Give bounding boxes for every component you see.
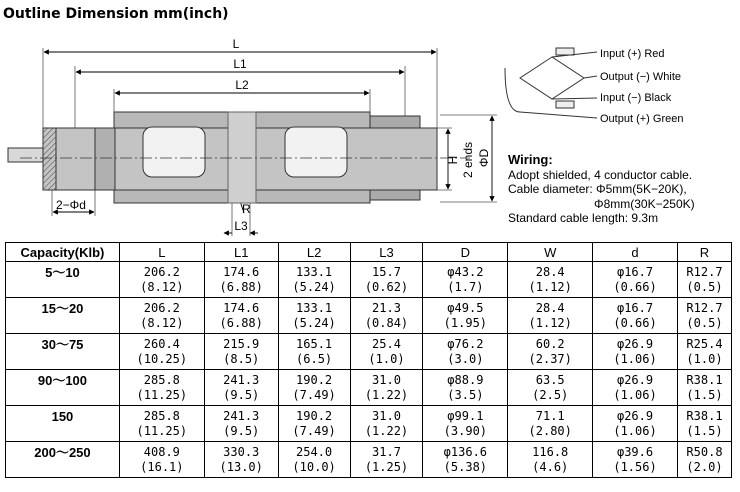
capacity-cell: 5～10 [6, 262, 120, 298]
value-cell [593, 298, 678, 334]
value-cell [119, 406, 204, 442]
header-L: L [119, 243, 204, 262]
capacity-cell: 90～100 [6, 370, 120, 406]
value-cell [593, 334, 678, 370]
inch-value: (5.24) [292, 279, 336, 294]
table-header-row [6, 243, 732, 262]
inch-value: (1.0) [368, 351, 405, 366]
inch-value: (13.0) [219, 459, 263, 474]
metric-value: φ16.7 [616, 264, 654, 279]
inch-value: (16.1) [140, 459, 184, 474]
wiring-line: Φ8mm(30K−250K) [594, 196, 695, 211]
metric-value: 241.3 [223, 408, 260, 423]
inch-value: (5.24) [292, 315, 336, 330]
value-cell [204, 406, 278, 442]
header-L2: L2 [278, 243, 350, 262]
metric-value: 260.4 [143, 336, 180, 351]
inch-value: (1.12) [528, 279, 572, 294]
inch-value: (8.12) [140, 315, 184, 330]
value-cell [423, 298, 508, 334]
header-capacity: Capacity(Klb) [6, 243, 120, 262]
table-row [6, 370, 732, 406]
label-R: R [242, 202, 251, 216]
capacity-cell: 150 [6, 406, 120, 442]
metric-value: 190.2 [296, 372, 333, 387]
wiring-schematic [505, 48, 597, 118]
metric-value: φ76.2 [447, 336, 484, 351]
wiring-line: Cable diameter: Φ5mm(5K−20K), [508, 182, 687, 196]
value-cell [423, 442, 508, 478]
value-cell [508, 406, 593, 442]
value-cell [423, 406, 508, 442]
metric-value: 15.7 [372, 264, 401, 279]
metric-value: φ99.1 [447, 408, 484, 423]
header-L3: L3 [350, 243, 423, 262]
inch-value: (1.22) [364, 387, 409, 402]
metric-value: 31.0 [372, 408, 401, 423]
label-L3: L3 [234, 219, 248, 233]
inch-value: (2.5) [532, 387, 569, 402]
metric-value: 285.8 [143, 408, 180, 423]
metric-value: 31.0 [372, 372, 401, 387]
header-L1: L1 [204, 243, 278, 262]
value-cell [593, 442, 678, 478]
metric-value: 63.5 [535, 372, 565, 387]
load-cell-body [43, 112, 437, 203]
metric-value: φ43.2 [447, 264, 484, 279]
wire-label: Input (−) Black [600, 92, 672, 104]
value-cell [677, 370, 731, 406]
metric-value: 285.8 [143, 372, 180, 387]
metric-value: 241.3 [223, 372, 260, 387]
wiring-notes [508, 153, 736, 226]
wire-label: Output (−) White [600, 71, 682, 83]
inch-value: (1.95) [443, 315, 488, 330]
value-cell [278, 370, 350, 406]
value-cell [508, 334, 593, 370]
inch-value: (0.5) [686, 279, 723, 294]
value-cell [350, 442, 423, 478]
inch-value: (11.25) [136, 387, 188, 402]
metric-value: 28.4 [535, 300, 565, 315]
inch-value: (1.0) [686, 351, 723, 366]
value-cell [204, 442, 278, 478]
value-cell [423, 370, 508, 406]
label-L: L [232, 37, 240, 51]
inch-value: (1.7) [447, 279, 484, 294]
inch-value: (4.6) [532, 459, 569, 474]
metric-value: R12.7 [686, 264, 723, 279]
inch-value: (1.06) [613, 351, 657, 366]
spec-table [5, 242, 732, 478]
inch-value: (0.66) [613, 279, 657, 294]
value-cell [204, 262, 278, 298]
metric-value: 31.7 [372, 444, 401, 459]
value-cell [119, 442, 204, 478]
value-cell [677, 406, 731, 442]
metric-value: φ26.9 [616, 372, 654, 387]
inch-value: (6.5) [296, 351, 333, 366]
inch-value: (2.37) [528, 351, 572, 366]
inch-value: (3.0) [447, 351, 484, 366]
inch-value: (9.5) [223, 423, 260, 438]
inch-value: (10.0) [292, 459, 336, 474]
value-cell [593, 370, 678, 406]
label-H: H [446, 155, 460, 165]
value-cell [350, 262, 423, 298]
metric-value: 408.9 [143, 444, 180, 459]
inch-value: (7.49) [292, 423, 336, 438]
metric-value: φ26.9 [616, 336, 654, 351]
inch-value: (8.5) [223, 351, 260, 366]
inch-value: (0.62) [364, 279, 409, 294]
inch-value: (3.90) [443, 423, 488, 438]
value-cell [677, 442, 731, 478]
header-W: W [508, 243, 593, 262]
header-R: R [677, 243, 731, 262]
cable [8, 148, 44, 162]
table-row [6, 334, 732, 370]
metric-value: φ39.6 [616, 444, 654, 459]
metric-value: 60.2 [535, 336, 565, 351]
value-cell [350, 370, 423, 406]
value-cell [508, 262, 593, 298]
wiring-line: Adopt shielded, 4 conductor cable. [508, 167, 693, 182]
value-cell [119, 334, 204, 370]
metric-value: 71.1 [535, 408, 565, 423]
inch-value: (7.49) [292, 387, 336, 402]
header-d: d [593, 243, 678, 262]
value-cell [350, 298, 423, 334]
value-cell [677, 334, 731, 370]
inch-value: (1.22) [364, 423, 409, 438]
inch-value: (9.5) [223, 387, 260, 402]
metric-value: 133.1 [296, 264, 333, 279]
value-cell [508, 298, 593, 334]
metric-value: R38.1 [686, 372, 723, 387]
metric-value: 206.2 [143, 300, 180, 315]
inch-value: (0.66) [613, 315, 657, 330]
metric-value: 174.6 [223, 300, 260, 315]
value-cell [278, 262, 350, 298]
metric-value: 206.2 [143, 264, 180, 279]
value-cell [278, 406, 350, 442]
metric-value: 165.1 [296, 336, 333, 351]
inch-value: (1.56) [613, 459, 657, 474]
inch-value: (6.88) [219, 279, 263, 294]
table-row [6, 298, 732, 334]
wire-label: Output (+) Green [600, 113, 684, 125]
metric-value: φ136.6 [443, 444, 488, 459]
inch-value: (1.25) [364, 459, 409, 474]
value-cell [119, 298, 204, 334]
value-cell [508, 442, 593, 478]
metric-value: φ49.5 [447, 300, 484, 315]
capacity-cell: 200～250 [6, 442, 120, 478]
inch-value: (1.5) [686, 387, 723, 402]
capacity-cell: 15～20 [6, 298, 120, 334]
metric-value: R50.8 [686, 444, 723, 459]
capacity-cell: 30～75 [6, 334, 120, 370]
value-cell [593, 406, 678, 442]
value-cell [593, 262, 678, 298]
value-cell [350, 406, 423, 442]
inch-value: (5.38) [443, 459, 488, 474]
value-cell [508, 370, 593, 406]
metric-value: 25.4 [372, 336, 401, 351]
metric-value: 254.0 [296, 444, 333, 459]
metric-value: φ26.9 [616, 408, 654, 423]
value-cell [204, 334, 278, 370]
inch-value: (0.5) [686, 315, 723, 330]
inch-value: (2.80) [528, 423, 572, 438]
metric-value: φ16.7 [616, 300, 654, 315]
value-cell [350, 334, 423, 370]
value-cell [677, 262, 731, 298]
metric-value: 116.8 [532, 444, 569, 459]
inch-value: (0.84) [364, 315, 409, 330]
value-cell [423, 262, 508, 298]
label-phiD: ΦD [477, 148, 491, 168]
value-cell [204, 370, 278, 406]
inch-value: (3.5) [447, 387, 484, 402]
inch-value: (6.88) [219, 315, 263, 330]
value-cell [278, 334, 350, 370]
inch-value: (1.12) [528, 315, 572, 330]
inch-value: (1.5) [686, 423, 723, 438]
label-2phid: 2−Φd [56, 198, 86, 212]
table-row [6, 442, 732, 478]
value-cell [204, 298, 278, 334]
value-cell [119, 370, 204, 406]
wiring-line: Standard cable length: 9.3m [508, 211, 659, 225]
label-L2: L2 [235, 78, 249, 92]
inch-value: (10.25) [136, 351, 188, 366]
metric-value: 28.4 [535, 264, 565, 279]
table-row [6, 262, 732, 298]
metric-value: 190.2 [296, 408, 333, 423]
value-cell [119, 262, 204, 298]
label-L1: L1 [233, 57, 247, 71]
inch-value: (1.06) [613, 387, 657, 402]
table-row [6, 406, 732, 442]
wire-label: Input (+) Red [600, 48, 665, 60]
label-2ends: 2 ends [461, 141, 475, 179]
metric-value: R38.1 [686, 408, 723, 423]
value-cell [278, 298, 350, 334]
inch-value: (8.12) [140, 279, 184, 294]
metric-value: 174.6 [223, 264, 260, 279]
metric-value: 133.1 [296, 300, 333, 315]
value-cell [423, 334, 508, 370]
inch-value: (11.25) [136, 423, 188, 438]
metric-value: 215.9 [223, 336, 260, 351]
value-cell [677, 298, 731, 334]
inch-value: (1.06) [613, 423, 657, 438]
value-cell [278, 442, 350, 478]
metric-value: R12.7 [686, 300, 723, 315]
metric-value: 21.3 [372, 300, 401, 315]
page-title: Outline Dimension mm(inch) [3, 6, 229, 22]
metric-value: φ88.9 [447, 372, 484, 387]
header-D: D [423, 243, 508, 262]
inch-value: (2.0) [686, 459, 723, 474]
metric-value: R25.4 [686, 336, 723, 351]
metric-value: 330.3 [223, 444, 260, 459]
wiring-heading: Wiring: [508, 152, 553, 167]
